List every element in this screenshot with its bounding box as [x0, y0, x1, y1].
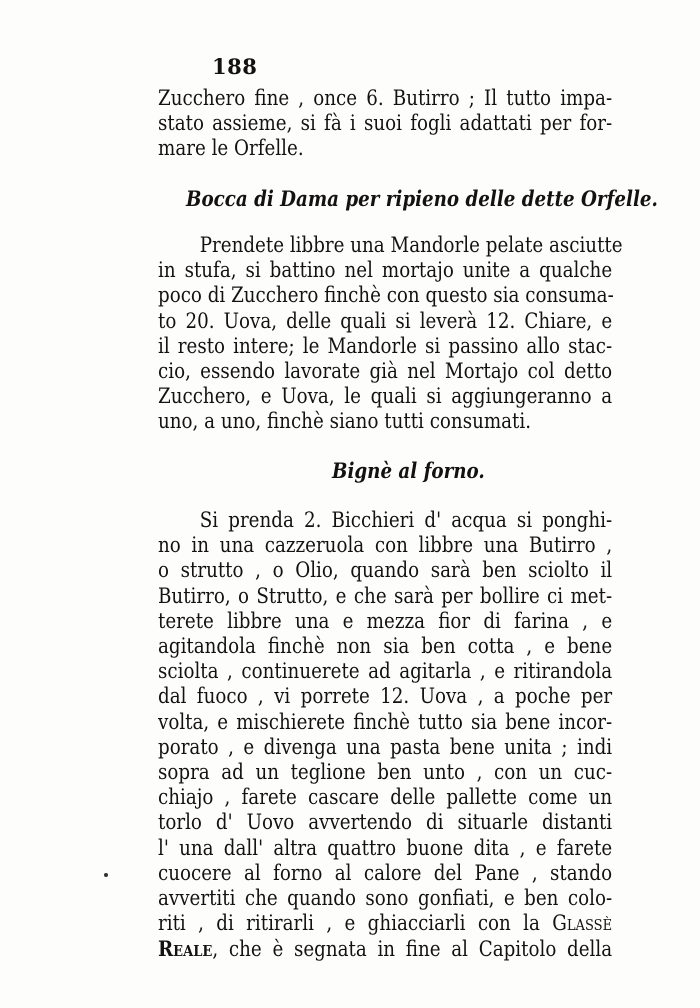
- glasse-smallcaps: Glassè: [552, 911, 613, 936]
- text-line: il resto intere; le Mandorle si passino allo stac-: [158, 333, 613, 358]
- text-line: Butirro, o Strutto, e che sarà per bollire ci met-: [158, 583, 613, 608]
- text-line: agitandola finchè non sia ben cotta , e bene: [158, 634, 613, 659]
- text-line: dal fuoco , vi porrete 12. Uova , a poche per: [158, 684, 613, 709]
- text-line: no in una cazzeruola con libbre una Butirro ,: [158, 533, 613, 558]
- text-line: poco di Zucchero finchè con questo sia consuma-: [158, 283, 614, 308]
- text-line: porato , e divenga una pasta bene unita ; indi: [158, 734, 613, 759]
- text-line: o strutto , o Olio, quando sarà ben sciolto il: [158, 558, 613, 583]
- text-segment: , che è segnata in fine al Capitolo della: [212, 937, 613, 962]
- text-line: Si prenda 2. Bicchieri d' acqua si ponghi-: [199, 508, 613, 532]
- section-title-bigne-al-forno: Bignè al forno.: [332, 458, 485, 483]
- text-line: torlo d' Uovo avvertendo di situarle distanti: [158, 810, 613, 835]
- text-line: cuocere al forno al calore del Pane , stando: [158, 860, 613, 885]
- paragraph-bigne-al-forno: [158, 508, 612, 963]
- text-line: [158, 936, 612, 962]
- text-line: terete libbre una e mezza fior di farina , e: [158, 608, 613, 633]
- page-number: 188: [212, 54, 258, 79]
- text-line: l' una dall' altra quattro buone dita , e farete: [158, 835, 613, 860]
- intro-paragraph: [158, 86, 612, 162]
- text-line: cio, essendo lavorate già nel Mortajo col detto: [158, 359, 613, 384]
- text-line: Zucchero fine , once 6. Butirro ; Il tutto impa-: [158, 86, 613, 110]
- text-line: [158, 911, 612, 936]
- reale-smallcaps: Reale: [158, 936, 213, 962]
- text-line: sciolta , continuerete ad agitarla , e ritirandola: [158, 659, 613, 684]
- section-title-bocca-di-dama: Bocca di Dama per ripieno delle dette Orfelle.: [186, 186, 658, 211]
- text-line: Zucchero, e Uova, le quali si aggiungeranno a: [158, 384, 613, 409]
- text-line: Prendete libbre una Mandorle pelate asciutte: [199, 233, 623, 257]
- text-line: mare le Orfelle.: [158, 136, 304, 161]
- paragraph-bocca-di-dama: [158, 233, 623, 435]
- text-line: avvertiti che quando sono gonfiati, e ben colo-: [158, 886, 613, 911]
- text-line: in stufa, si battino nel mortajo unite a qualche: [158, 258, 613, 283]
- text-line: to 20. Uova, delle quali si leverà 12. Chiare, e: [158, 308, 613, 333]
- text-segment: riti , di ritirarli , e ghiacciarli con la: [158, 911, 540, 936]
- text-line: stato assieme, si fà i suoi fogli adattati per for-: [158, 111, 613, 136]
- text-line: uno, a uno, finchè siano tutti consumati.: [158, 409, 532, 434]
- text-line: volta, e mischierete finchè tutto sia bene incor-: [158, 709, 613, 734]
- text-line: sopra ad un teglione ben unto , con un cuc-: [158, 760, 613, 785]
- margin-mark: [104, 873, 108, 877]
- text-line: chiajo , farete cascare delle pallette come un: [158, 785, 613, 810]
